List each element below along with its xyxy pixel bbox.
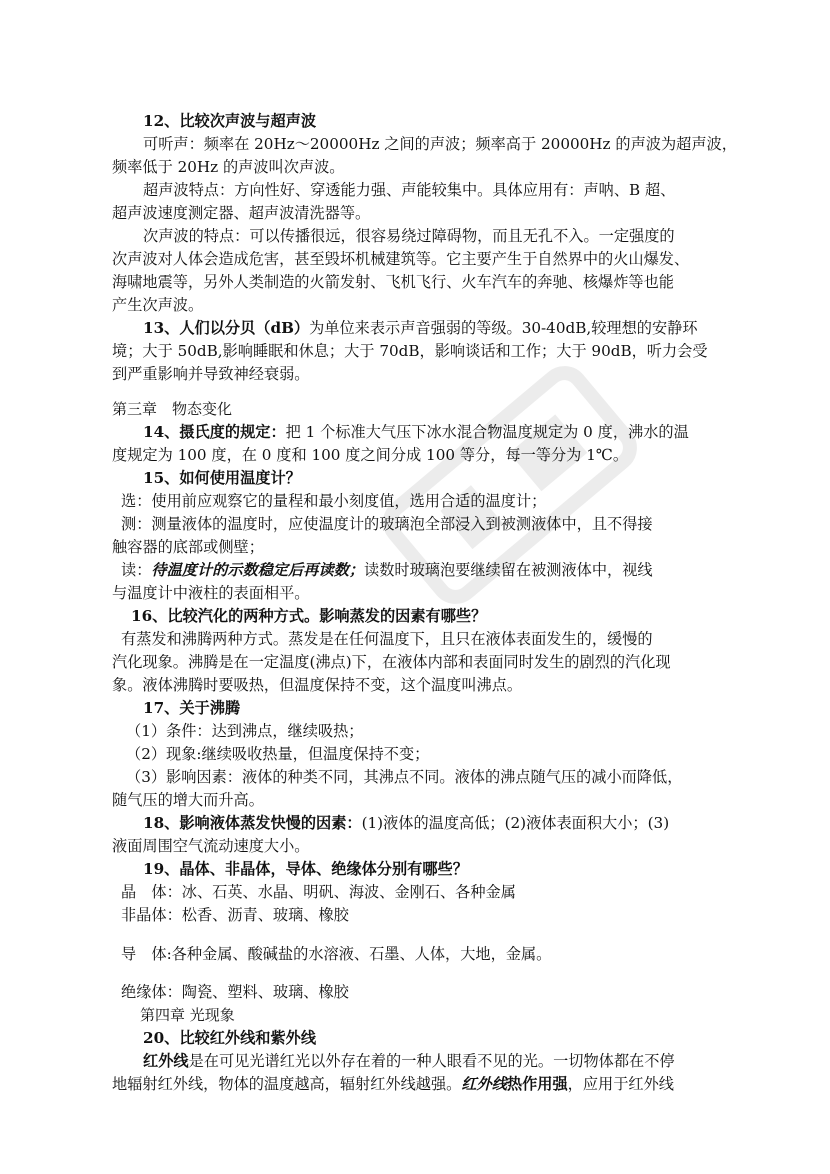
chapter-4-title: 第四章 光现象 bbox=[140, 1006, 235, 1024]
s12-line3: 超声波特点：方向性好、穿透能力强、声能较集中。具体应用有：声呐、B 超、 bbox=[143, 181, 676, 199]
heading-17: 17、关于沸腾 bbox=[143, 699, 241, 717]
s19-insulator: 绝缘体：陶瓷、塑料、玻璃、橡胶 bbox=[121, 983, 349, 1001]
s12-line7: 海啸地震等，另外人类制造的火箭发射、飞机飞行、火车汽车的奔驰、核爆炸等也能 bbox=[112, 273, 674, 291]
s17-line3: （3）影响因素：液体的种类不同，其沸点不同。液体的沸点随气压的减小而降低， bbox=[126, 768, 683, 786]
heading-20: 20、比较红外线和紫外线 bbox=[143, 1029, 317, 1047]
s16-line1: 有蒸发和沸腾两种方式。蒸发是在任何温度下，且只在液体表面发生的，缓慢的 bbox=[121, 630, 653, 648]
s19-conductor: 导 体:各种金属、酸碱盐的水溶液、石墨、人体，大地，金属。 bbox=[121, 945, 552, 963]
s12-line1: 可听声：频率在 20Hz～20000Hz 之间的声波；频率高于 20000Hz 的声波为超声波， bbox=[143, 135, 737, 153]
term-infrared-2: 红外线 bbox=[461, 1075, 507, 1093]
s17-line1: （1）条件：达到沸点，继续吸热； bbox=[126, 722, 364, 740]
s12-line8: 产生次声波。 bbox=[112, 296, 204, 314]
s13-line3: 到严重影响并导致神经衰弱。 bbox=[112, 365, 310, 383]
s19-crystal: 晶 体：冰、石英、水晶、明矾、海波、金刚石、各种金属 bbox=[121, 883, 516, 901]
s15-line5: 与温度计中液柱的表面相平。 bbox=[112, 584, 310, 602]
s15-line2: 测：测量液体的温度时，应使温度计的玻璃泡全部浸入到被测液体中，且不得接 bbox=[121, 515, 653, 533]
emphasis-read-stable: 待温度计的示数稳定后再读数； bbox=[151, 561, 364, 579]
heading-13: 13、人们以分贝（dB） bbox=[143, 319, 310, 337]
s15-line1: 选：使用前应观察它的量程和最小刻度值，选用合适的温度计； bbox=[121, 492, 547, 510]
heading-16: 16、比较汽化的两种方式。影响蒸发的因素有哪些？ bbox=[131, 607, 487, 625]
term-infrared: 红外线 bbox=[143, 1052, 189, 1070]
heading-14: 14、摄氏度的规定： bbox=[143, 423, 286, 441]
s20-line2: 地辐射红外线，物体的温度越高，辐射红外线越强。红外线热作用强，应用于红外线 bbox=[112, 1075, 674, 1093]
s17-line2: （2）现象:继续吸收热量，但温度保持不变； bbox=[126, 745, 430, 763]
s12-line5: 次声波的特点：可以传播很远，很容易绕过障碍物，而且无孔不入。一定强度的 bbox=[143, 227, 675, 245]
s13-line2: 境；大于 50dB,影响睡眠和休息；大于 70dB，影响谈话和工作；大于 90dB，听力会受 bbox=[112, 342, 708, 360]
s19-amorphous: 非晶体：松香、沥青、玻璃、橡胶 bbox=[121, 906, 349, 924]
s16-line3: 象。液体沸腾时要吸热，但温度保持不变，这个温度叫沸点。 bbox=[112, 676, 523, 694]
s20-line1: 红外线是在可见光谱红光以外存在着的一种人眼看不见的光。一切物体都在不停 bbox=[143, 1052, 675, 1070]
s12-line2: 频率低于 20Hz 的声波叫次声波。 bbox=[112, 158, 345, 176]
s16-line2: 汽化现象。沸腾是在一定温度(沸点)下，在液体内部和表面同时发生的剧烈的汽化现 bbox=[112, 653, 671, 671]
heading-19: 19、晶体、非晶体，导体、绝缘体分别有哪些？ bbox=[143, 860, 468, 878]
s18-line1: 18、影响液体蒸发快慢的因素：(1)液体的温度高低；(2)液体表面积大小；(3) bbox=[143, 814, 670, 832]
heading-12: 12、比较次声波与超声波 bbox=[143, 112, 317, 130]
s18-line2: 液面周围空气流动速度大小。 bbox=[112, 837, 310, 855]
chapter-3-title: 第三章 物态变化 bbox=[112, 400, 233, 418]
s15-line3: 触容器的底部或侧壁； bbox=[112, 538, 264, 556]
s12-line4: 超声波速度测定器、超声波清洗器等。 bbox=[112, 204, 371, 222]
heading-15: 15、如何使用温度计？ bbox=[143, 469, 301, 487]
s13-line1: 13、人们以分贝（dB）为单位来表示声音强弱的等级。30-40dB,较理想的安静环 bbox=[143, 319, 698, 337]
term-heat-effect: 热作用强 bbox=[506, 1075, 568, 1093]
s17-line4: 随气压的增大而升高。 bbox=[112, 791, 264, 809]
s14-line2: 度规定为 100 度，在 0 度和 100 度之间分成 100 等分，每一等分为 1℃。 bbox=[112, 446, 629, 464]
s12-line6: 次声波对人体会造成危害，甚至毁坏机械建筑等。它主要产生于自然界中的火山爆发、 bbox=[112, 250, 690, 268]
s14-line1: 14、摄氏度的规定：把 1 个标准大气压下冰水混合物温度规定为 0 度，沸水的温 bbox=[143, 423, 689, 441]
s15-line4: 读：待温度计的示数稳定后再读数；读数时玻璃泡要继续留在被测液体中，视线 bbox=[121, 561, 653, 579]
heading-18: 18、影响液体蒸发快慢的因素： bbox=[143, 814, 362, 832]
